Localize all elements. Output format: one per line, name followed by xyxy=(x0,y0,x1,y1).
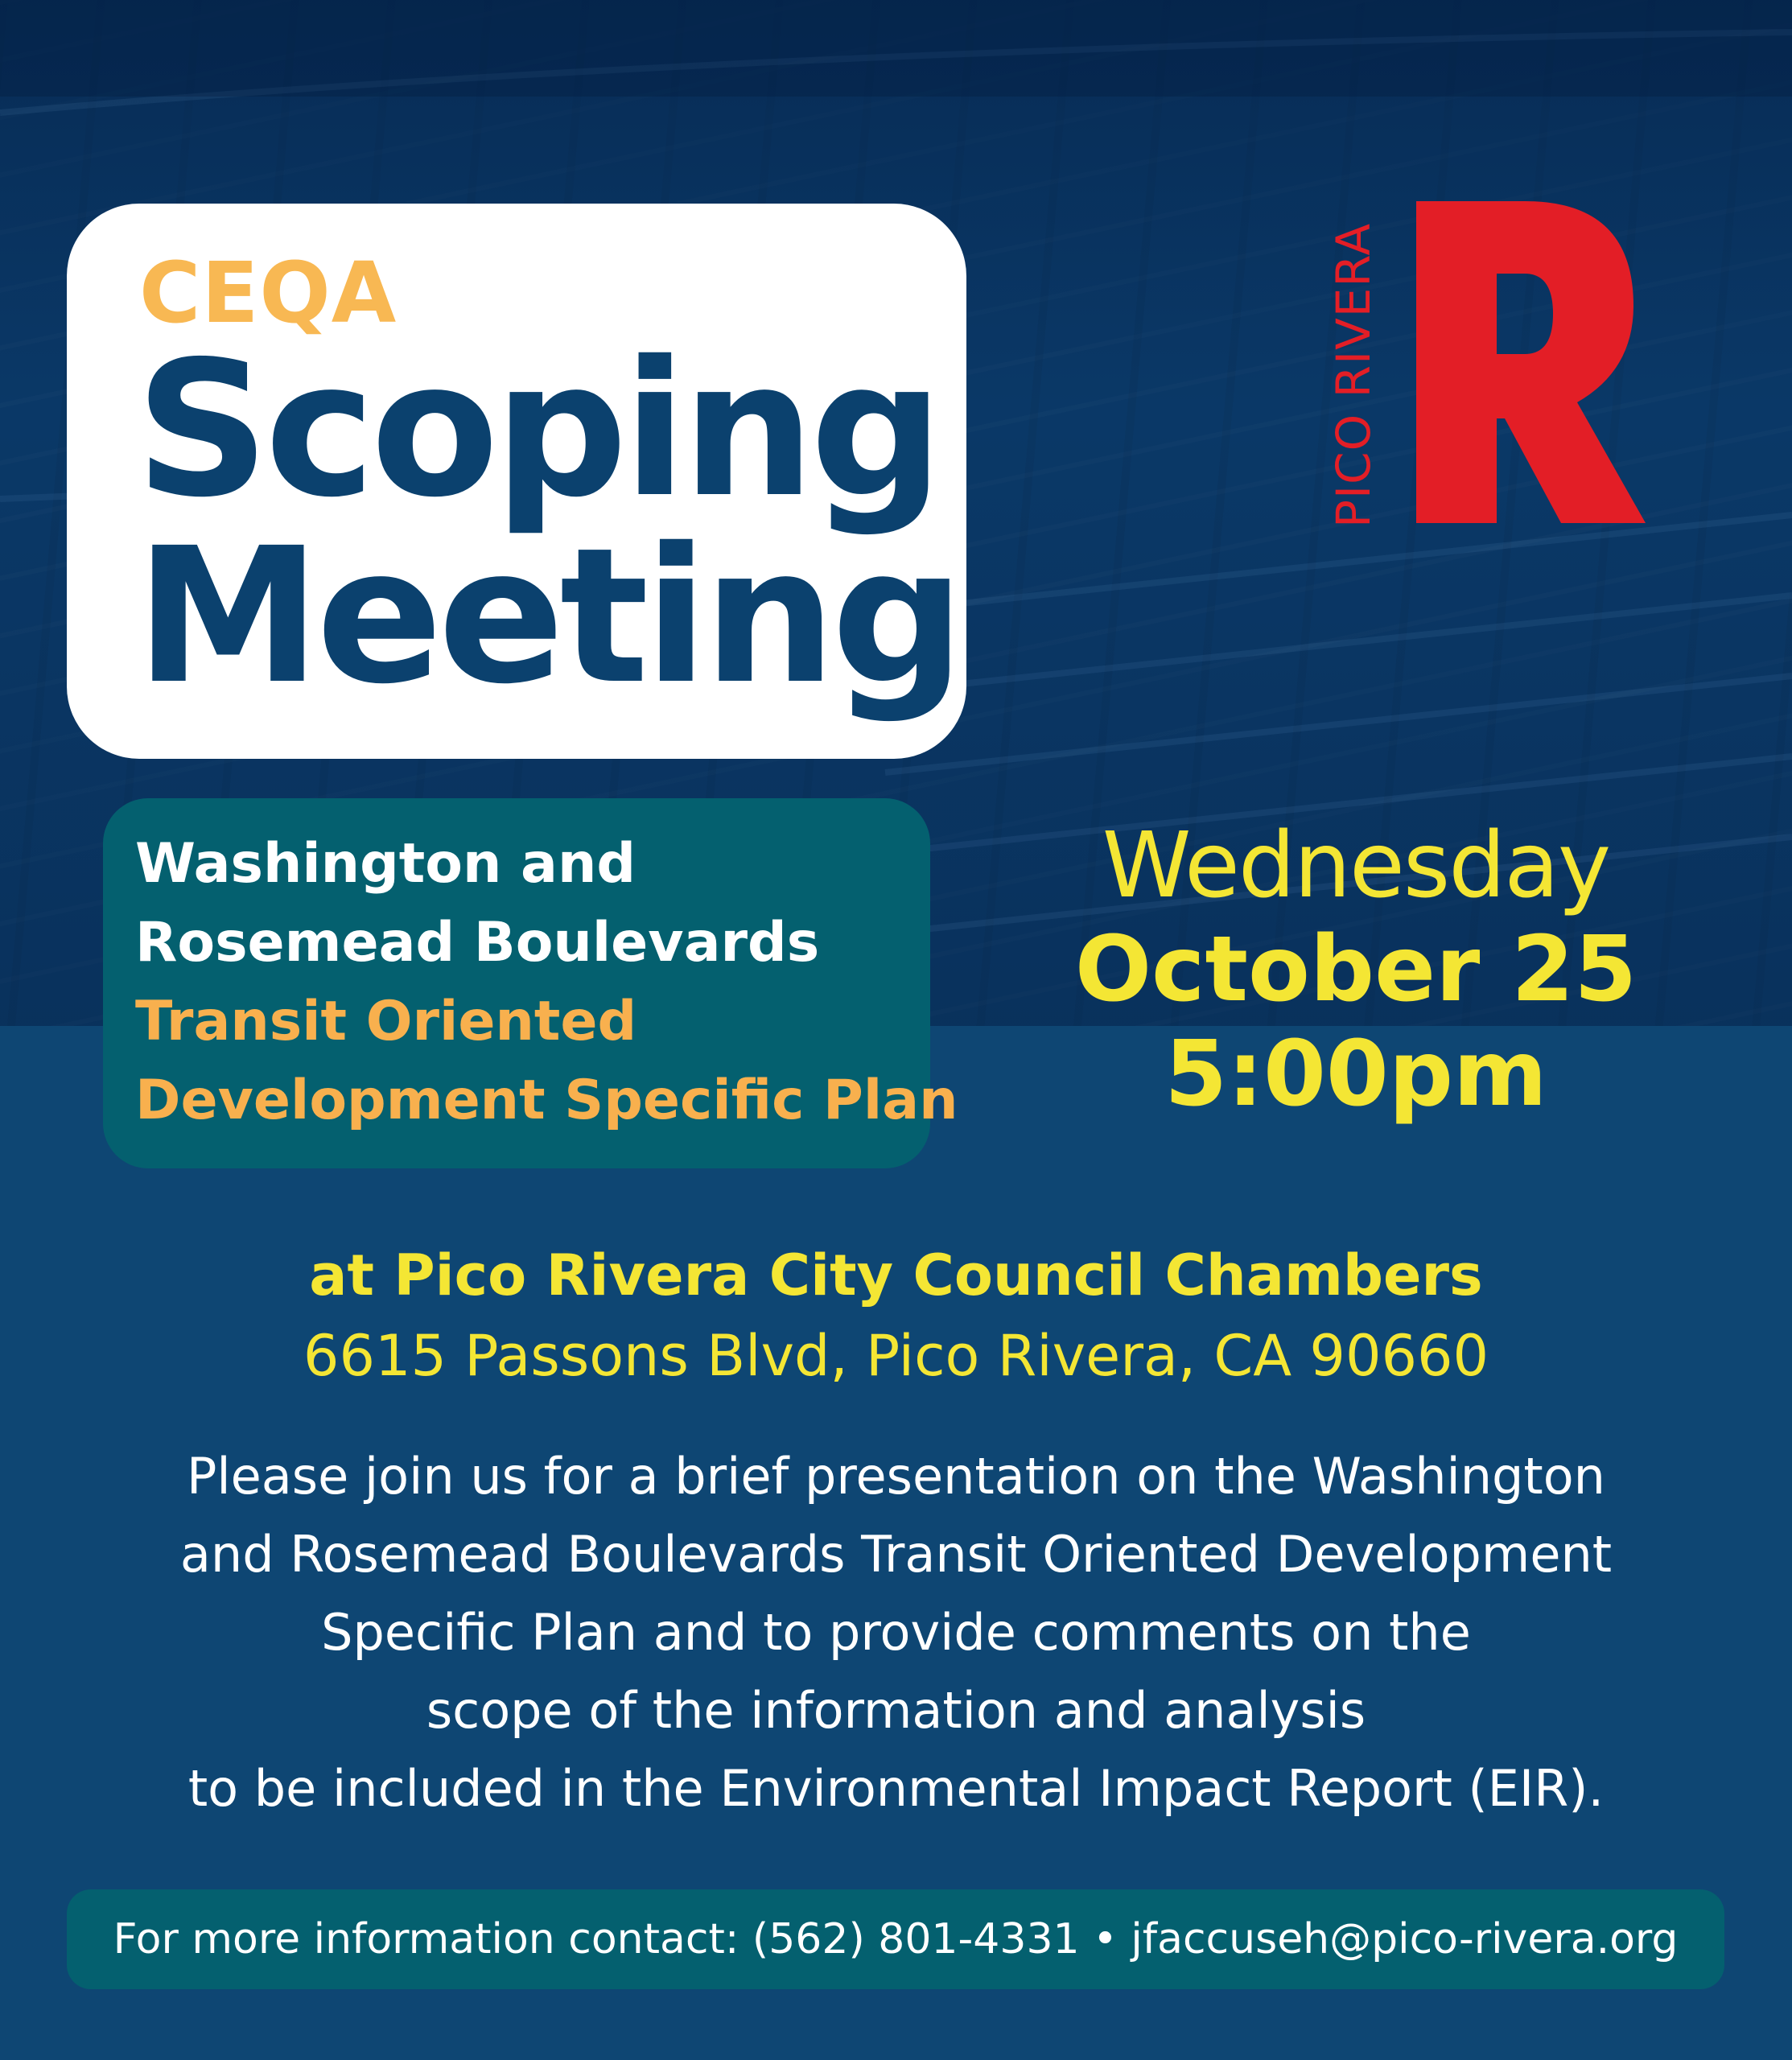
venue xyxy=(0,1235,1792,1396)
project-card xyxy=(103,798,958,1168)
description-line-2: and Rosemead Boulevards Transit Oriented Development xyxy=(179,1525,1613,1584)
contact-bar: For more information contact: (562) 801-4331 • jfaccuseh@pico-rivera.org xyxy=(67,1889,1724,1989)
title-heading xyxy=(135,321,961,725)
description-line-3: Specific Plan and to provide comments on the xyxy=(321,1603,1471,1662)
title-kicker: CEQA xyxy=(139,244,398,342)
project-line-1: Washington and xyxy=(135,832,636,896)
title-card xyxy=(67,204,966,759)
description-line-5: to be included in the Environmental Impact Report (EIR). xyxy=(187,1759,1605,1818)
logo-r-letter xyxy=(1416,201,1646,523)
event-datetime xyxy=(974,814,1738,1127)
title-line-meeting: Meeting xyxy=(135,508,961,725)
event-date: October 25 xyxy=(1074,917,1638,1022)
project-line-2: Rosemead Boulevards xyxy=(135,911,820,974)
event-day: Wednesday xyxy=(1102,814,1610,918)
event-time: 5:00pm xyxy=(1164,1022,1547,1127)
title-line-scoping: Scoping xyxy=(135,321,939,538)
venue-name: at Pico Rivera City Council Chambers xyxy=(309,1242,1483,1308)
venue-address: 6615 Passons Blvd, Pico Rivera, CA 90660 xyxy=(303,1323,1489,1389)
description-line-1: Please join us for a brief presentation on the Washington xyxy=(187,1447,1605,1506)
project-line-4: Development Specific Plan xyxy=(135,1069,958,1132)
project-line-3: Transit Oriented xyxy=(135,990,637,1053)
logo-wordmark: PICO RIVERA xyxy=(1326,222,1381,528)
description-line-4: scope of the information and analysis xyxy=(426,1681,1366,1740)
event-description xyxy=(0,1437,1792,1827)
